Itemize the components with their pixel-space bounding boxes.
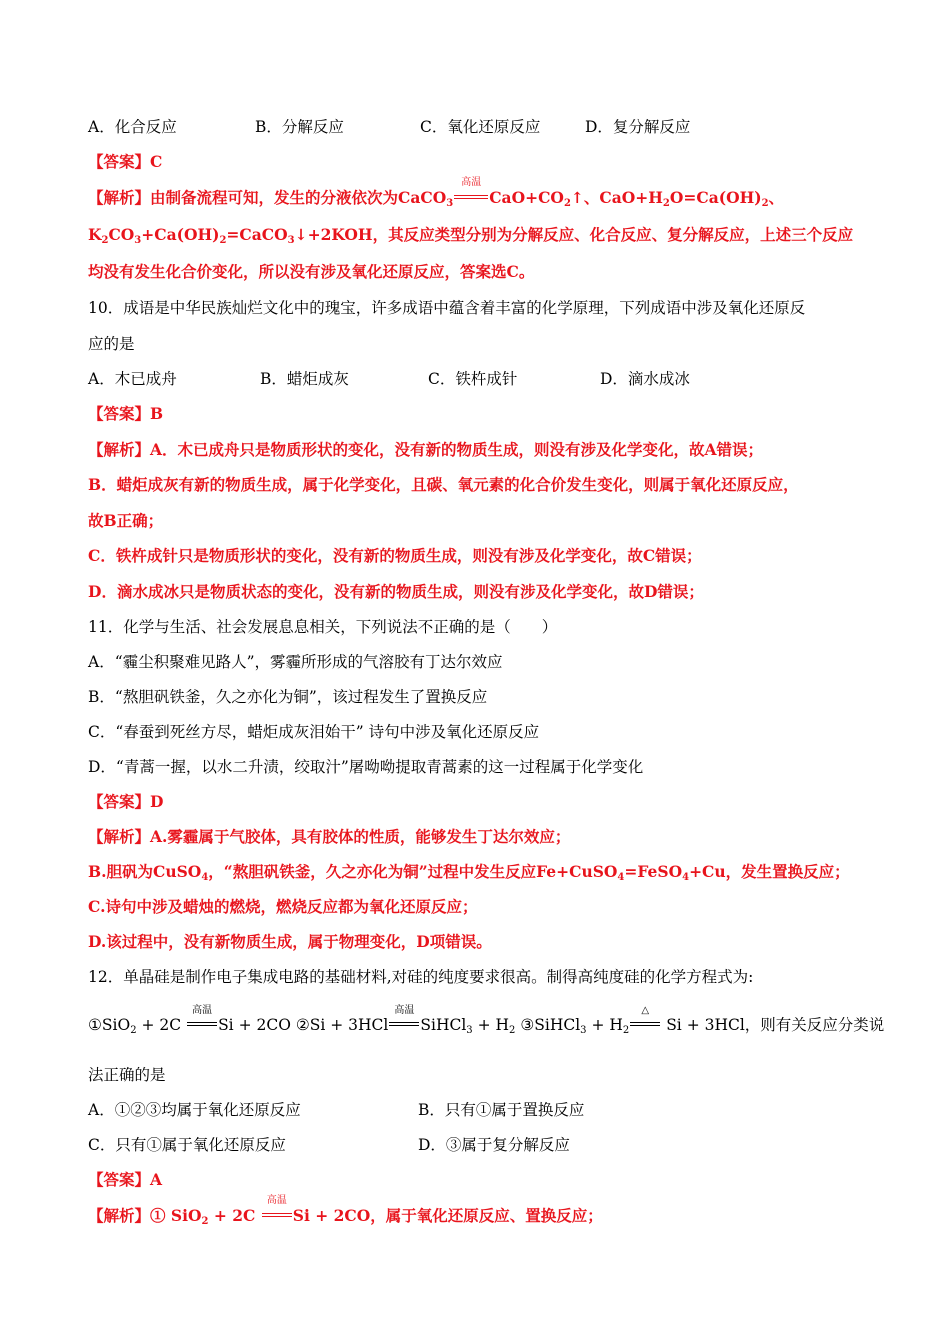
q12-stem-line-1: 12．单晶硅是制作电子集成电路的基础材料,对硅的纯度要求很高。制得高纯度硅的化学方程式为: <box>88 968 754 986</box>
q9-option-d: D．复分解反应 <box>585 118 691 136</box>
reaction-condition-arrow <box>388 1005 420 1034</box>
q9-option-c: C．氧化还原反应 <box>420 118 541 136</box>
text: O=Ca(OH) <box>669 188 762 207</box>
reaction-condition-arrow <box>186 1005 218 1034</box>
q10-option-b: B．蜡炬成灰 <box>260 370 349 388</box>
text: 由制备流程可知，发生的分液依次为CaCO <box>150 188 447 207</box>
text: +Ca(OH) <box>141 225 220 244</box>
q10-analysis-line-4: C．铁杵成针只是物质形状的变化，没有新的物质生成，则没有涉及化学变化，故C错误； <box>88 546 702 565</box>
q9-option-b: B．分解反应 <box>255 118 344 136</box>
text: ③SiHCl <box>520 1016 581 1034</box>
q10-answer: 【答案】B <box>88 404 164 423</box>
text: ，“熬胆矾铁釜，久之亦化为铜”过程中发生反应Fe+CuSO <box>208 862 618 881</box>
reaction-condition-arrow <box>453 177 489 206</box>
q10-option-d: D．滴水成冰 <box>600 370 690 388</box>
q12-option-c: C．只有①属于氧化还原反应 <box>88 1136 286 1154</box>
text: CaO+CO <box>489 188 564 207</box>
subscript: 3 <box>287 235 295 246</box>
q11-answer: 【答案】D <box>88 792 164 811</box>
subscript: 2 <box>101 235 109 246</box>
q10-stem-line-2: 应的是 <box>88 335 135 353</box>
text: Si + 2CO，属于氧化还原反应、置换反应； <box>292 1206 603 1225</box>
text: CO <box>108 225 135 244</box>
q12-stem-line-3: 法正确的是 <box>88 1066 166 1084</box>
subscript: 2 <box>201 1216 209 1227</box>
q11-analysis-line-2 <box>88 862 850 882</box>
q12-answer: 【答案】A <box>88 1170 163 1189</box>
q10-option-a: A．木已成舟 <box>88 370 177 388</box>
subscript: 2 <box>219 235 227 246</box>
q11-option-b: B．“熬胆矾铁釜，久之亦化为铜”，该过程发生了置换反应 <box>88 688 488 706</box>
q10-stem-line-1: 10．成语是中华民族灿烂文化中的瑰宝，许多成语中蕴含着丰富的化学原理，下列成语中涉及氧化还原反 <box>88 299 806 317</box>
q12-equations <box>88 1005 885 1036</box>
condition-label: 高温 <box>192 1005 213 1016</box>
analysis-label: 【解析】 <box>88 188 151 207</box>
q10-analysis-line-1: 【解析】A．木已成舟只是物质形状的变化，没有新的物质生成，则没有涉及化学变化，故A错误； <box>88 440 764 459</box>
q10-option-c: C．铁杵成针 <box>428 370 518 388</box>
subscript: 2 <box>761 198 769 209</box>
q12-option-a: A．①②③均属于氧化还原反应 <box>88 1101 301 1119</box>
q11-option-d: D．“青蒿一握，以水二升渍，绞取汁”屠呦呦提取青蒿素的这一过程属于化学变化 <box>88 758 644 776</box>
text: K <box>88 225 102 244</box>
text: Si + 3HCl，则有关反应分类说 <box>661 1016 885 1034</box>
text: + H <box>586 1016 623 1034</box>
q10-analysis-line-3: 故B正确； <box>88 511 164 530</box>
subscript: 4 <box>617 872 625 883</box>
text: 、 <box>768 188 785 207</box>
condition-label: 高温 <box>461 177 482 188</box>
subscript: 3 <box>580 1025 587 1036</box>
subscript: 3 <box>134 235 142 246</box>
q10-analysis-line-5: D．滴水成冰只是物质状态的变化，没有新的物质生成，则没有涉及化学变化，故D错误； <box>88 582 704 601</box>
q11-analysis-line-1: 【解析】A.雾霾属于气胶体，具有胶体的性质，能够发生丁达尔效应； <box>88 827 571 846</box>
text: B.胆矾为CuSO <box>88 862 202 881</box>
text: SiHCl <box>420 1016 467 1034</box>
text: =FeSO <box>624 862 683 881</box>
q11-option-a: A．“霾尘积聚难见路人”，雾霾所形成的气溶胶有丁达尔效应 <box>88 653 503 671</box>
q12-analysis-line-1 <box>88 1195 603 1227</box>
text: 【解析】① SiO <box>88 1206 202 1225</box>
subscript: 3 <box>466 1025 473 1036</box>
q12-option-b: B．只有①属于置换反应 <box>418 1101 585 1119</box>
q9-analysis-line-2 <box>88 225 853 245</box>
text: ②Si + 3HCl <box>295 1016 389 1034</box>
reaction-condition-arrow <box>629 1005 661 1034</box>
subscript: 2 <box>662 198 670 209</box>
condition-label: 高温 <box>394 1005 415 1016</box>
q9-answer: 【答案】C <box>88 152 163 171</box>
subscript: 2 <box>563 198 571 209</box>
text: ①SiO <box>88 1016 131 1034</box>
text: ↑、CaO+H <box>570 188 663 207</box>
condition-label: △ <box>641 1005 650 1016</box>
text: =CaCO <box>226 225 288 244</box>
subscript: 4 <box>201 872 209 883</box>
subscript: 2 <box>509 1025 516 1036</box>
q9-analysis-line-3: 均没有发生化合价变化，所以没有涉及氧化还原反应，答案选C。 <box>88 262 535 281</box>
q11-stem: 11．化学与生活、社会发展息息相关，下列说法不正确的是（ ） <box>88 618 558 636</box>
subscript: 4 <box>682 872 690 883</box>
q9-analysis-line-1 <box>88 177 785 209</box>
text: Si + 2CO <box>218 1016 291 1034</box>
text: ↓+2KOH，其反应类型分别为分解反应、化合反应、复分解反应，上述三个反应 <box>294 225 854 244</box>
text: +Cu，发生置换反应； <box>689 862 850 881</box>
q11-analysis-line-3: C.诗句中涉及蜡烛的燃烧，燃烧反应都为氧化还原反应； <box>88 897 478 916</box>
text: + H <box>472 1016 510 1034</box>
q9-option-a: A．化合反应 <box>88 118 177 136</box>
text: + 2C <box>136 1016 187 1034</box>
q11-option-c: C．“春蚕到死丝方尽，蜡炬成灰泪始干” 诗句中涉及氧化还原反应 <box>88 723 540 741</box>
reaction-condition-arrow <box>261 1195 293 1224</box>
condition-label: 高温 <box>266 1195 287 1206</box>
subscript: 2 <box>130 1025 137 1036</box>
subscript: 3 <box>446 198 454 209</box>
text: + 2C <box>208 1206 261 1225</box>
q12-option-d: D．③属于复分解反应 <box>418 1136 570 1154</box>
q11-analysis-line-4: D.该过程中，没有新物质生成，属于物理变化，D项错误。 <box>88 932 492 951</box>
q10-analysis-line-2: B．蜡炬成灰有新的物质生成，属于化学变化，且碳、氧元素的化合价发生变化，则属于氧化还原反应， <box>88 475 799 494</box>
subscript: 2 <box>622 1025 630 1036</box>
